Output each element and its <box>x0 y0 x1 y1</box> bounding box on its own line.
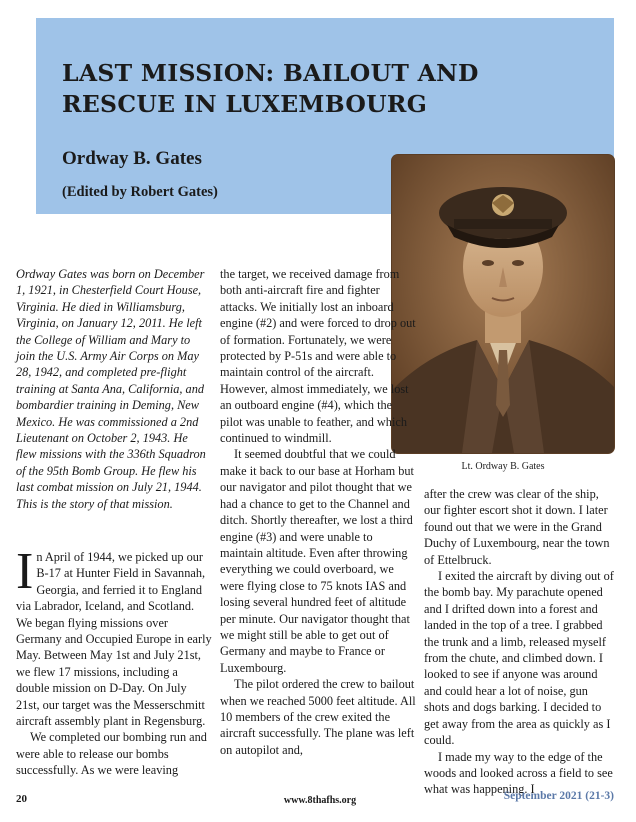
body-paragraph: the target, we received damage from both anti-aircraft fire and fighter attacks. We initially lost an inboard engine (#2) and were forced to drop out of formation. Fortunately, we were protected by P-51s and were able to maintain control of the aircraft. However, almost immediately, we lost an outboard engine (#4), which the pilot was unable to feather, and which continued to windmill. <box>220 267 416 446</box>
article-editor: (Edited by Robert Gates) <box>62 184 218 200</box>
drop-cap: I <box>16 543 34 600</box>
body-paragraph: I made my way to the edge of the woods and looked across a field to see what was happening. I <box>424 749 613 797</box>
photo-caption: Lt. Ordway B. Gates <box>461 461 545 472</box>
article-author: Ordway B. Gates <box>62 148 202 169</box>
body-column-1 <box>16 543 212 779</box>
body-column-2 <box>220 266 416 758</box>
intro-paragraph: Ordway Gates was born on December 1, 1921, in Chesterfield Court House, Virginia. He died in Williamsburg, Virginia, on January 12, 2011. He left the College of William and Mary to join the U.S. Army Air Corps on May 28, 1942, and completed pre-flight training at Santa Ana, California, and bombardier training in Deming, New Mexico. He was commissioned a 2nd Lieutenant on October 2, 1943. He flew missions with the 336th Squadron of the 95th Bomb Group. He flew his last combat mission on July 21, 1944. This is the story of that mission. <box>16 267 206 511</box>
website-link[interactable]: www.8thafhs.org <box>283 795 357 806</box>
portrait-photo <box>392 155 614 453</box>
article-title: LAST MISSION: BAILOUT AND RESCUE IN LUXEMBOURG <box>62 59 479 118</box>
paragraph-text: n April of 1944, we picked up our B-17 at Hunter Field in Savannah, Georgia, and ferried it to England via Labrador, Iceland, and Scotland. We began flying missions over Germany and Occupied Europe in early May. Between May 1st and July 21st, we flew 17 missions, including a double mission on D-Day. On July 21st, our target was the Messerschmitt aircraft assembly plant in Regensburg. <box>16 550 212 729</box>
body-column-3 <box>424 486 614 798</box>
body-paragraph: The pilot ordered the crew to bailout when we reached 5000 feet altitude. All 10 members of the crew exited the aircraft successfully. The plane was left on autopilot and, <box>220 677 416 757</box>
body-paragraph: We completed our bombing run and were able to release our bombs successfully. As we were leaving <box>16 730 207 778</box>
body-paragraph: It seemed doubtful that we could make it back to our base at Horham but our navigator and pilot thought that we had a chance to get to the Channel and ditch. Shortly thereafter, we lost a third engine (#3) and were unable to maintain altitude. Even after throwing everything we could overboard, we were flying close to 75 knots IAS and losing several hundred feet of altitude per minute. Our navigator thought that we might still be able to get out of Germany and maybe to France or Luxembourg. <box>220 447 414 675</box>
issue-label: September 2021 (21-3) <box>503 790 614 802</box>
body-paragraph <box>16 543 212 729</box>
body-paragraph: after the crew was clear of the ship, our fighter escort shot it down. I later found out that we were in the Grand Duchy of Luxembourg, near the town of Ettelbruck. <box>424 487 610 567</box>
intro-column <box>16 266 208 512</box>
page-number: 20 <box>16 793 27 805</box>
body-paragraph: I exited the aircraft by diving out of the bomb bay. My parachute opened and I drifted down into a forest and landed in the top of a tree. I grabbed the trunk and a limb, released myself from the chute, and climbed down. I looked to see if anyone was around and could hear a lot of noise, gun shots and dogs barking. I decided to get away from the area as quickly as I could. <box>424 569 614 748</box>
